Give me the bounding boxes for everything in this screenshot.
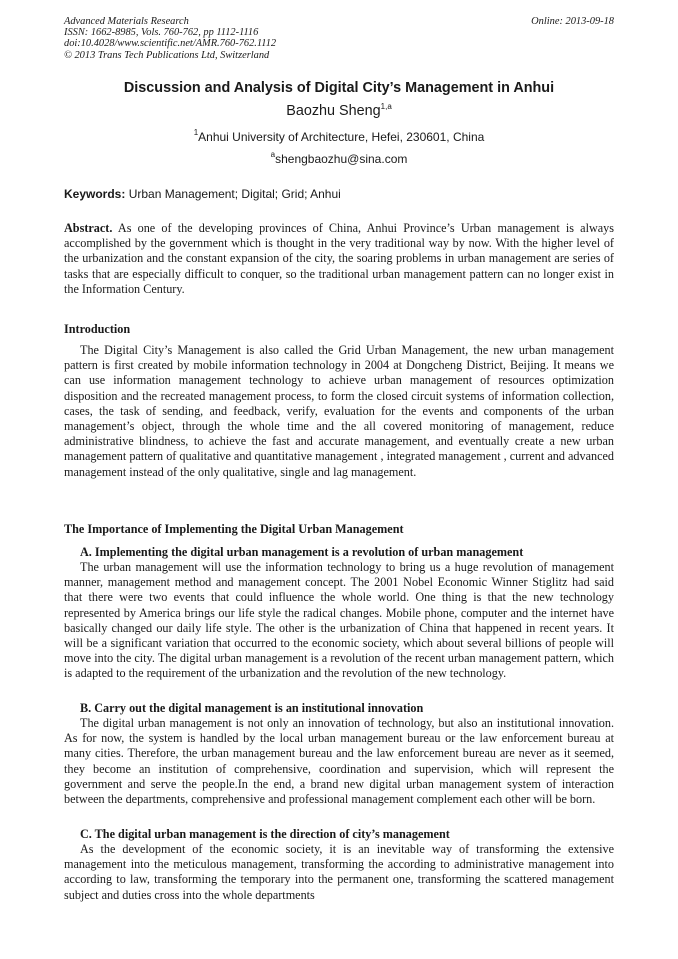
author-sup: 1,a (380, 102, 392, 111)
affiliation-sup: 1 (193, 128, 199, 137)
abstract-paragraph (64, 221, 614, 297)
journal-header (64, 16, 614, 61)
author-name: Baozhu Sheng (286, 103, 381, 119)
affiliation-line (0, 130, 678, 144)
abstract-text: As one of the developing provinces of China, Anhui Province’s Urban management is always accomplished by the government which is thought in the very traditional way by now. With the higher level of the urbanization and the constant expansion of the city, the soaring problems in urban management are series of tasks that are especially difficult to conquer, so the traditional urban management pattern can no longer exist in the Information Century. (64, 221, 615, 296)
section-b-heading: B. Carry out the digital management is an institutional innovation (80, 701, 424, 715)
importance-heading: The Importance of Implementing the Digital Urban Management (64, 522, 404, 536)
section-b-paragraph: The digital urban management is not only an innovation of technology, but also an institutional innovation. As for now, the system is handled by the local urban management bureau or the law enforcement bureau at many cities. Therefore, the urban management bureau and the law enforcement bureau are never as it seemed, they become an institution of comprehensive, coordination and supervision, which will represent the government and serve the people.In the end, a brand new digital urban management system of interaction between the departments, comprehensive and professional management complement each other will be born. (64, 716, 614, 807)
section-b-block (64, 716, 614, 807)
keywords-line (64, 187, 341, 201)
section-a-block (64, 560, 614, 682)
section-c-block (64, 842, 614, 903)
introduction-paragraph: The Digital City’s Management is also called the Grid Urban Management, the new urban management pattern is first created by mobile information technology in 2004 at Dongcheng District, Beijing. It means we can use information management technology to achieve urban management of resources optimization disposition and the recreated management process, to form the closed circuit systems of information collection, cases, the task of sending, and feedback, verify, evaluation for the events and components of the urban management’s object, through the whole time and the all covered monitoring of management, reduce administrative blindness, to achieve the fast and accurate management, and eventually create a new urban management pattern of qualitative and quantitative management , integrated management , current and advanced management instead of the only qualitative, single and lag management. (64, 343, 614, 479)
introduction-block (64, 343, 614, 480)
copyright-line: © 2013 Trans Tech Publications Ltd, Switzerland (64, 49, 270, 61)
section-c-paragraph: As the development of the economic society, it is an inevitable way of transforming the extensive management into the meticulous management, transforming the according to administrative management into according to law, transforming the temporary into the permanent one, transforming the scattered management subject and duties cross into the whole departments (64, 842, 614, 902)
email-sup: a (270, 150, 276, 159)
abstract-label: Abstract. (64, 221, 113, 235)
online-date: Online: 2013-09-18 (531, 16, 614, 27)
abstract-block (64, 221, 614, 297)
journal-name: Advanced Materials Research (64, 16, 189, 27)
author-line (0, 103, 678, 119)
section-a-heading: A. Implementing the digital urban management is a revolution of urban management (80, 545, 524, 559)
section-a-paragraph: The urban management will use the information technology to bring us a huge revolution of management manner, management method and management concept. The 2001 Nobel Economic Winner Stiglitz had said that there were two events that could influence the whole world. One thing is that the new technology represented by America brings our life style the radical changes. Mobile phone, computer and the internet have basically changed our daily life style. The other is the urbanization of China that happened in recent years. It will be a significant variation that occurred to the economic society, which about several billions of people will move into the city. The digital urban management is a revolution of the recent urban management pattern, which is adapted to the requirement of the urbanization and the revolution of the new technology. (64, 560, 614, 681)
doi-line: doi:10.4028/www.scientific.net/AMR.760-762.1112 (64, 38, 277, 50)
introduction-heading: Introduction (64, 322, 131, 336)
keywords-label: Keywords: (64, 187, 126, 201)
section-c-heading: C. The digital urban management is the direction of city’s management (80, 827, 450, 841)
issn-line: ISSN: 1662-8985, Vols. 760-762, pp 1112-1116 (64, 27, 259, 39)
affiliation-text: Anhui University of Architecture, Hefei, 230601, China (198, 130, 485, 144)
email-address: shengbaozhu@sina.com (275, 152, 408, 166)
keywords-text: Urban Management; Digital; Grid; Anhui (128, 187, 341, 201)
paper-title: Discussion and Analysis of Digital City’s Management in Anhui (123, 80, 555, 96)
email-line (0, 152, 678, 166)
